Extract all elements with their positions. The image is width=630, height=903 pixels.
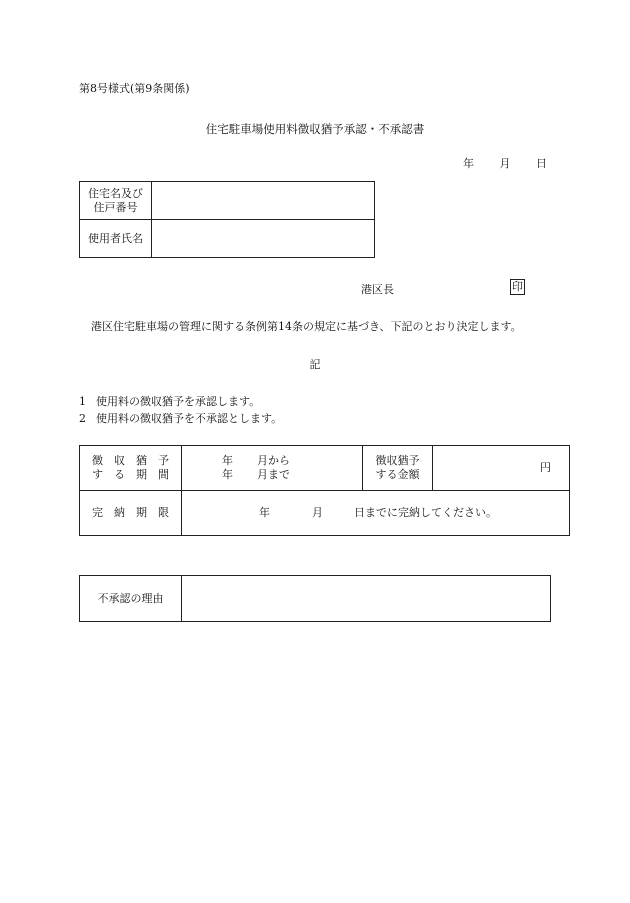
list-item-disapprove [79,410,282,426]
residence-row [80,182,375,220]
document-title: 住宅駐車場使用料徴収猶予承認・不承認書 [205,122,425,136]
grace-table [79,445,570,536]
grace-period-field[interactable] [182,446,363,491]
residence-label-line2: 住戸番号 [93,200,138,214]
reason-table [79,575,551,622]
deadline-field[interactable] [182,491,570,536]
user-name-row [80,220,375,258]
reason-row [80,576,551,622]
deadline-month: 月 [312,506,323,519]
list-item-text: 使用料の徴収猶予を承認します。 [96,395,261,408]
date-line [463,155,547,171]
period-to-month: 月まで [257,468,290,481]
period-to [182,468,362,482]
list-item-number: 1 [79,395,86,408]
deadline-text: 日までに完納してください。 [354,506,497,519]
grace-amount-label-line1: 徴収猶予 [375,454,420,467]
grace-period-label [80,446,182,491]
residence-label [80,182,152,220]
date-month-label: 月 [499,157,511,170]
list-item-approve [79,393,260,409]
user-name-field[interactable] [152,220,375,258]
period-from-year: 年 [222,454,233,467]
date-day-label: 日 [536,157,547,170]
user-name-label: 使用者氏名 [80,220,152,258]
residence-value-field[interactable] [152,182,375,220]
reason-label: 不承認の理由 [80,576,182,622]
grace-period-label-line2: す る 期 間 [92,468,169,481]
mayor-label: 港区長 [361,283,394,296]
period-from-month: 月から [257,454,290,467]
period-from [182,454,362,468]
grace-amount-field[interactable] [433,446,570,491]
grace-amount-label-line2: する金額 [375,468,420,481]
list-item-number: 2 [79,412,86,425]
seal-mark: 印 [512,280,523,293]
residence-label-line1: 住宅名及び [88,186,143,200]
grace-period-row [80,446,570,491]
deadline-label: 完 納 期 限 [80,491,182,536]
period-to-year: 年 [222,468,233,481]
ki-mark: 記 [309,358,321,371]
grace-amount-label [363,446,433,491]
reason-field[interactable] [182,576,551,622]
form-number: 第8号様式(第9条関係) [79,82,190,95]
residence-table [79,181,375,258]
deadline-year: 年 [259,506,270,519]
grace-period-label-line1: 徴 収 猶 予 [92,454,169,467]
list-item-text: 使用料の徴収猶予を不承認とします。 [96,412,283,425]
amount-unit: 円 [540,461,551,474]
decision-text: 港区住宅駐車場の管理に関する条例第14条の規定に基づき、下記のとおり決定します。 [91,320,522,333]
date-year-label: 年 [463,157,474,170]
deadline-row [80,491,570,536]
